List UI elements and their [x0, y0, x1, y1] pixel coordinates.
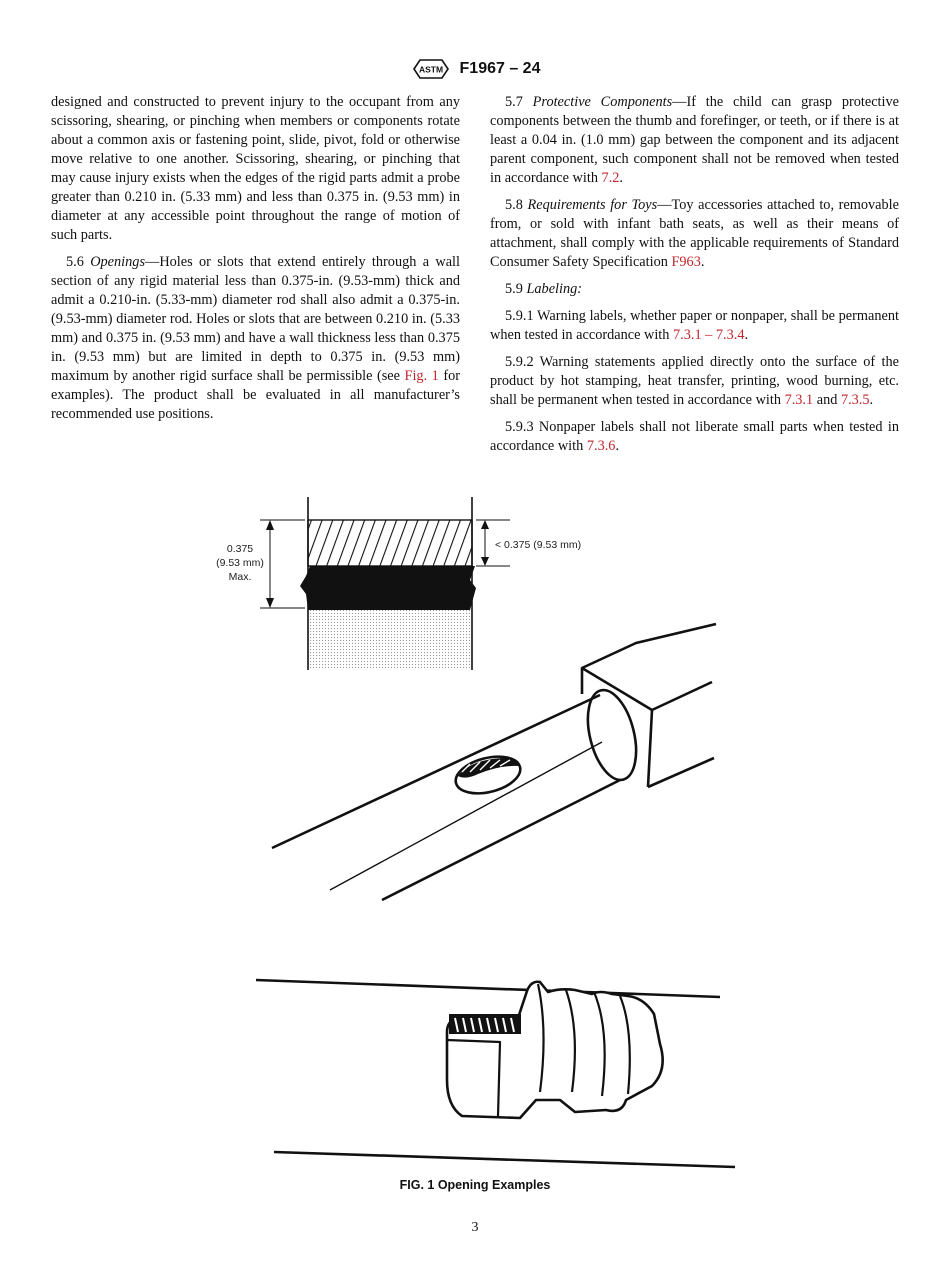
solid-surface	[300, 566, 476, 610]
left-dimension-max: Max.	[228, 571, 252, 583]
left-dimension-mm: (9.53 mm)	[216, 557, 264, 569]
section-5-8: 5.8 Requirements for Toys—Toy accessories attached to, removable from, or sold with infant bath seats, as well as their means of attachment, shall comply with the applicable requirements of Standard Consumer Safety Specification F963.	[490, 197, 899, 270]
figure-1-opening-examples	[0, 460, 950, 1180]
figure-caption: FIG. 1 Opening Examples	[399, 1178, 551, 1192]
ref-7-3-1-7-3-4-link[interactable]: 7.3.1 – 7.3.4	[673, 327, 745, 343]
section-5-9-1: 5.9.1 Warning labels, whether paper or nonpaper, shall be permanent when tested in accordance with 7.3.1 – 7.3.4.	[490, 308, 899, 343]
hatched-wall	[308, 520, 472, 566]
page-number: 3	[471, 1220, 479, 1235]
svg-text:ASTM: ASTM	[418, 64, 443, 75]
ref-7-3-5-link[interactable]: 7.3.5	[840, 392, 870, 408]
right-column	[490, 93, 899, 464]
clamp-drawing	[256, 980, 735, 1167]
astm-logo-icon	[410, 58, 452, 80]
section-5-7: 5.7 Protective Components—If the child can grasp protective components between the thumb and forefinger, or teeth, or if there is at least a 0.04 in. (1.0 mm) gap between the component and its adjacent parent component, such component shall not be removed when tested in accordance with 7.2.	[490, 94, 899, 186]
section-title: Protective Components	[532, 94, 673, 110]
continued-paragraph: designed and constructed to prevent injury to the occupant from any scissoring, shearing, or pinching when members or components rotate about a common axis or fastening point, slide, pivot, fold or otherwise move relative to one another. Scissoring, shearing, or pinching that may cause injury exists when the edges of the rigid parts admit a probe greater than 0.210 in. (5.33 mm) and less than 0.375 in. (9.53 mm) in diameter at any accessible point throughout the range of motion of such parts.	[51, 94, 460, 243]
ref-7-2-link[interactable]: 7.2	[601, 170, 620, 186]
page-header	[0, 58, 950, 82]
ref-7-3-1-link[interactable]: 7.3.1	[784, 392, 814, 408]
section-5-9-2: 5.9.2 Warning statements applied directly onto the surface of the product by hot stamping, heat transfer, printing, wood burning, etc. shall be permanent when tested in accordance with 7.3.1 and 7.3.5.	[490, 354, 899, 408]
ref-7-3-6-link[interactable]: 7.3.6	[586, 438, 616, 454]
section-5-6: 5.6 Openings—Holes or slots that extend entirely through a wall section of any rigid material less than 0.375-in. (9.53-mm) thick and admit a 0.210-in. (5.33-mm) diameter rod shall also admit a 0.375-in. (9.53-mm) diameter rod. Holes or slots that are between 0.210 in. (5.33 mm) and 0.375 in. (9.53 mm) and have a wall thickness less than 0.375 in. (9.53 mm) but are limited in depth to 0.375 in. (9.53 mm) maximum by another rigid surface shall be permissible (see Fig. 1 for examples). The product shall be evaluated in all manufacturer’s recommended use positions.	[51, 254, 460, 422]
right-dimension: < 0.375 (9.53 mm)	[495, 539, 582, 551]
left-dimension-value: 0.375	[226, 543, 254, 555]
ref-f963-link[interactable]: F963	[671, 254, 701, 270]
section-title: Labeling:	[526, 281, 583, 297]
left-column	[51, 93, 460, 432]
fig-1-link[interactable]: Fig. 1	[404, 368, 439, 384]
section-title: Requirements for Toys	[527, 197, 658, 213]
standard-designation: F1967 – 24	[459, 60, 541, 77]
section-5-9: 5.9 Labeling:	[505, 281, 583, 297]
stippled-base	[309, 610, 471, 670]
section-5-9-3: 5.9.3 Nonpaper labels shall not liberate small parts when tested in accordance with 7.3.6.	[490, 419, 899, 454]
section-title: Openings	[90, 254, 146, 270]
cross-section-diagram	[216, 497, 581, 670]
